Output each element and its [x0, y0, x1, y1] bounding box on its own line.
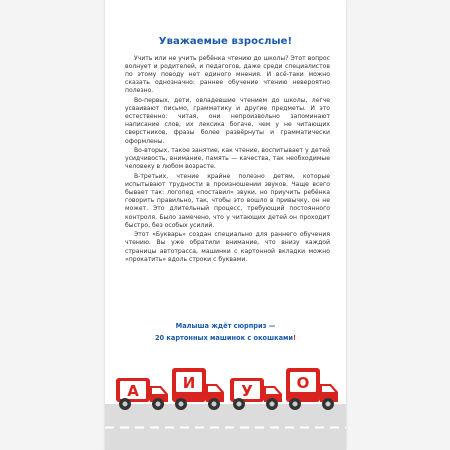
body-text	[125, 55, 330, 265]
paragraph-5: Этот «Букварь» создан специально для раннего обучения чтению. Вы уже обратили внимание, что внизу каждой страницы автотрасса, машинки с картонной вкладки можно «прокатить» вдоль строки с буквами.	[125, 231, 330, 263]
paragraph-4: В-третьих, чтение крайне полезно детям, которые испытывают трудности в произношении звуков. Чаще всего бывает так: логопед «поставил» звуки, но приучить ребёнка говорить правильно, так, чтобы это вошло в привычку, он не может. Это длительный процесс, требующий постоянного контроля. Было замечено, что у читающих детей он проходит быстро, без особых усилий.	[125, 173, 330, 229]
truck-icon	[229, 368, 285, 416]
book-page	[105, 0, 346, 450]
surprise-line-1: Малыша ждёт сюрприз —	[175, 322, 276, 330]
truck-letter: У	[241, 382, 253, 400]
surprise-note	[105, 320, 346, 344]
truck-icon	[115, 368, 171, 416]
surprise-line-2-text: 20 картонных машинок с окошками	[154, 334, 294, 342]
paragraph-1: Учить или не учить ребёнка чтению до школы? Этот вопрос волнует и родителей, и педагогов, даже среди специалистов по этому поводу нет единого мнения. И всё-таки можно сказать однозначно: раннее обучение чтению невероятно полезно.	[125, 55, 330, 95]
page-title: Уважаемые взрослые!	[158, 36, 293, 47]
surprise-line-2	[105, 332, 346, 344]
surprise-exclamation: !	[293, 334, 297, 342]
road-lane-marking	[105, 426, 346, 429]
truck-icon	[171, 360, 227, 416]
truck-letter: А	[127, 382, 139, 400]
paragraph-3: Во-вторых, такое занятие, как чтение, воспитывает у детей усидчивость, внимание, память — качества, так необходимые человеку в любом возрасте.	[125, 147, 330, 171]
truck-icon	[285, 360, 341, 416]
truck-letter: И	[182, 374, 196, 392]
paragraph-2: Во-первых, дети, овладевшие чтением до школы, легче усваивают письмо, грамматику и другие предметы. И это естественно: читая, они непроизвольно запоминают написание слов, их лексика богаче, чем у не читающих сверстников, фразы более развёрнуты и грамматически оформлены.	[125, 97, 330, 145]
truck-letter: О	[296, 374, 310, 392]
